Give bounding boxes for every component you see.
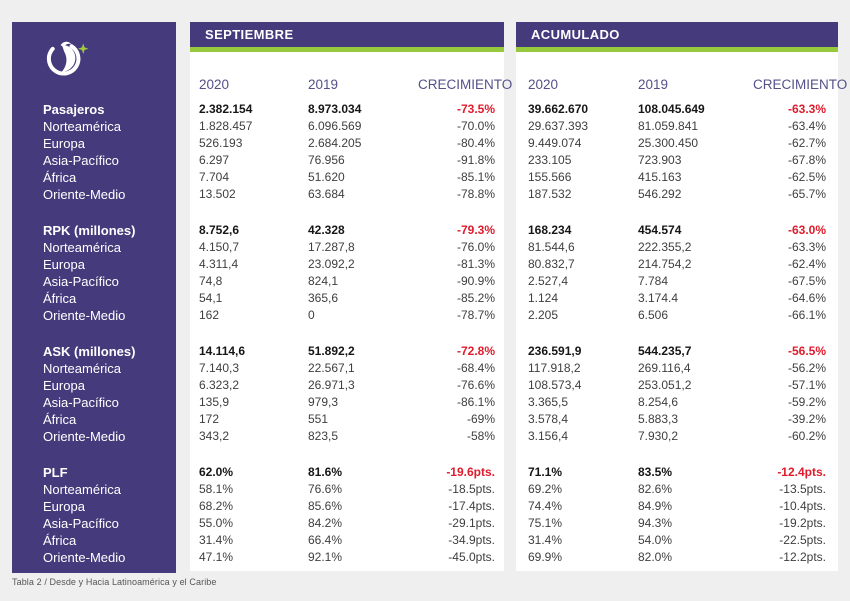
cell-2020: 343,2 <box>199 429 230 443</box>
table-row <box>190 186 504 203</box>
data-section <box>516 343 838 445</box>
total-row <box>516 222 838 239</box>
table-row <box>516 428 838 445</box>
table-row <box>190 515 504 532</box>
cell-2020: 81.544,6 <box>528 240 575 254</box>
cell-2019: 51.892,2 <box>308 344 355 358</box>
cell-crecimiento: -85.2% <box>456 291 495 305</box>
cell-crecimiento: -69% <box>466 412 495 426</box>
region-label: Norteamérica <box>43 240 122 255</box>
table-row <box>516 152 838 169</box>
cell-2020: 75.1% <box>528 516 563 530</box>
cell-2019: 546.292 <box>638 187 682 201</box>
region-label: Asia-Pacífico <box>43 395 119 410</box>
cell-crecimiento: -60.2% <box>787 429 826 443</box>
cell-2020: 1.124 <box>528 291 559 305</box>
cell-2020: 31.4% <box>528 533 563 547</box>
cell-crecimiento: -91.8% <box>456 153 495 167</box>
region-label: Norteamérica <box>43 361 122 376</box>
cell-2020: 3.578,4 <box>528 412 569 426</box>
cell-crecimiento: -70.0% <box>456 119 495 133</box>
section-label: RPK (millones) <box>43 223 136 238</box>
cell-2019: 84.2% <box>308 516 343 530</box>
cell-crecimiento: -63.0% <box>787 223 826 237</box>
cell-2020: 4.150,7 <box>199 240 240 254</box>
cell-2020: 62.0% <box>199 465 234 479</box>
cell-2020: 155.566 <box>528 170 572 184</box>
cell-2019: 454.574 <box>638 223 682 237</box>
cell-2019: 81.6% <box>308 465 343 479</box>
cell-2019: 83.5% <box>638 465 673 479</box>
region-label: Norteamérica <box>43 119 122 134</box>
table-row <box>190 169 504 186</box>
region-label: Asia-Pacífico <box>43 274 119 289</box>
cell-2019: 979,3 <box>308 395 339 409</box>
cell-crecimiento: -78.7% <box>456 308 495 322</box>
cell-crecimiento: -67.5% <box>787 274 826 288</box>
table-row <box>190 377 504 394</box>
cell-2019: 214.754,2 <box>638 257 692 271</box>
cell-2019: 823,5 <box>308 429 339 443</box>
cell-crecimiento: -80.4% <box>456 136 495 150</box>
total-row <box>190 101 504 118</box>
cell-crecimiento: -10.4pts. <box>779 499 826 513</box>
region-label: Asia-Pacífico <box>43 516 119 531</box>
cell-crecimiento: -22.5pts. <box>779 533 826 547</box>
cell-2019: 7.784 <box>638 274 669 288</box>
table-row <box>190 239 504 256</box>
cell-2020: 80.832,7 <box>528 257 575 271</box>
table-row <box>190 273 504 290</box>
table-row <box>516 290 838 307</box>
table-row <box>516 256 838 273</box>
cell-crecimiento: -79.3% <box>456 223 495 237</box>
table-row <box>190 360 504 377</box>
column-header-crecimiento: CRECIMIENTO <box>418 77 513 92</box>
cell-crecimiento: -39.2% <box>787 412 826 426</box>
cell-2019: 54.0% <box>638 533 673 547</box>
cell-crecimiento: -29.1pts. <box>448 516 495 530</box>
cell-2020: 3.156,4 <box>528 429 569 443</box>
region-label: Europa <box>43 136 85 151</box>
cell-2019: 551 <box>308 412 329 426</box>
column-header-2020: 2020 <box>199 77 230 92</box>
cell-crecimiento: -59.2% <box>787 395 826 409</box>
cell-2020: 2.205 <box>528 308 559 322</box>
table-caption: Tabla 2 / Desde y Hacia Latinoamérica y el Caribe <box>12 577 217 587</box>
table-row <box>516 307 838 324</box>
data-section <box>516 222 838 324</box>
cell-crecimiento: -81.3% <box>456 257 495 271</box>
cell-2020: 108.573,4 <box>528 378 582 392</box>
cell-2019: 253.051,2 <box>638 378 692 392</box>
cell-2019: 66.4% <box>308 533 343 547</box>
cell-2020: 117.918,2 <box>528 361 581 375</box>
sidebar-row-labels <box>12 101 176 566</box>
region-label: África <box>43 291 77 306</box>
cell-crecimiento: -62.4% <box>787 257 826 271</box>
cell-2020: 187.532 <box>528 187 572 201</box>
cell-2020: 69.9% <box>528 550 563 564</box>
sidebar-section <box>43 343 176 445</box>
cell-crecimiento: -13.5pts. <box>779 482 826 496</box>
cell-2019: 76.6% <box>308 482 343 496</box>
cell-2019: 42.328 <box>308 223 345 237</box>
cell-crecimiento: -76.0% <box>456 240 495 254</box>
region-label: Oriente-Medio <box>43 308 126 323</box>
region-label: África <box>43 533 77 548</box>
table-row <box>190 532 504 549</box>
region-label: África <box>43 412 77 427</box>
table-row <box>190 498 504 515</box>
table-row <box>190 307 504 324</box>
cell-crecimiento: -63.3% <box>787 240 826 254</box>
column-headers <box>190 77 513 92</box>
region-label: Norteamérica <box>43 482 122 497</box>
cell-2019: 8.973.034 <box>308 102 362 116</box>
cell-2019: 544.235,7 <box>638 344 692 358</box>
cell-2020: 54,1 <box>199 291 223 305</box>
cell-2019: 3.174.4 <box>638 291 679 305</box>
panel-septiembre <box>190 22 513 571</box>
cell-2019: 84.9% <box>638 499 673 513</box>
panel-title: SEPTIEMBRE <box>205 27 294 42</box>
cell-crecimiento: -62.7% <box>787 136 826 150</box>
cell-2020: 168.234 <box>528 223 572 237</box>
sidebar <box>12 22 176 573</box>
cell-2020: 8.752,6 <box>199 223 240 237</box>
total-row <box>190 464 504 481</box>
cell-2020: 172 <box>199 412 220 426</box>
region-label: África <box>43 170 77 185</box>
cell-crecimiento: -19.2pts. <box>779 516 826 530</box>
sidebar-section <box>43 464 176 566</box>
panel-acumulado-header <box>516 22 838 47</box>
cell-2019: 94.3% <box>638 516 673 530</box>
region-label: Europa <box>43 499 85 514</box>
data-section <box>190 343 504 445</box>
table-row <box>516 135 838 152</box>
cell-crecimiento: -76.6% <box>456 378 495 392</box>
cell-crecimiento: -65.7% <box>787 187 826 201</box>
cell-crecimiento: -67.8% <box>787 153 826 167</box>
table-row <box>516 549 838 566</box>
cell-2019: 6.096.569 <box>308 119 362 133</box>
cell-2020: 58.1% <box>199 482 234 496</box>
cell-crecimiento: -86.1% <box>456 395 495 409</box>
table-row <box>516 118 838 135</box>
cell-crecimiento: -12.4pts. <box>777 465 826 479</box>
cell-2020: 135,9 <box>199 395 230 409</box>
cell-2020: 68.2% <box>199 499 234 513</box>
cell-crecimiento: -68.4% <box>456 361 495 375</box>
cell-2020: 2.382.154 <box>199 102 253 116</box>
total-row <box>516 464 838 481</box>
cell-2020: 9.449.074 <box>528 136 582 150</box>
panel-title: ACUMULADO <box>531 27 620 42</box>
cell-2019: 824,1 <box>308 274 339 288</box>
cell-2019: 82.0% <box>638 550 673 564</box>
column-header-2019: 2019 <box>638 77 669 92</box>
data-section <box>516 464 838 566</box>
cell-2019: 82.6% <box>638 482 673 496</box>
septiembre-data <box>190 101 504 566</box>
cell-crecimiento: -63.4% <box>787 119 826 133</box>
region-label: Europa <box>43 378 85 393</box>
table-row <box>516 186 838 203</box>
table-row <box>190 481 504 498</box>
table-row <box>516 532 838 549</box>
cell-2020: 55.0% <box>199 516 234 530</box>
cell-crecimiento: -64.6% <box>787 291 826 305</box>
cell-2019: 85.6% <box>308 499 343 513</box>
column-header-2019: 2019 <box>308 77 339 92</box>
cell-2020: 47.1% <box>199 550 234 564</box>
cell-crecimiento: -18.5pts. <box>448 482 495 496</box>
cell-2019: 26.971,3 <box>308 378 355 392</box>
cell-2019: 365,6 <box>308 291 339 305</box>
cell-2019: 2.684.205 <box>308 136 362 150</box>
table-row <box>516 360 838 377</box>
region-label: Oriente-Medio <box>43 550 126 565</box>
green-accent-bar <box>190 47 504 52</box>
table-row <box>516 481 838 498</box>
total-row <box>190 343 504 360</box>
cell-2019: 222.355,2 <box>638 240 692 254</box>
table-row <box>516 169 838 186</box>
cell-2019: 51.620 <box>308 170 345 184</box>
cell-crecimiento: -73.5% <box>456 102 495 116</box>
cell-2020: 13.502 <box>199 187 236 201</box>
cell-2019: 5.883,3 <box>638 412 679 426</box>
cell-2019: 92.1% <box>308 550 343 564</box>
cell-crecimiento: -66.1% <box>787 308 826 322</box>
cell-2020: 29.637.393 <box>528 119 589 133</box>
data-section <box>516 101 838 203</box>
cell-2019: 81.059.841 <box>638 119 699 133</box>
cell-2020: 31.4% <box>199 533 234 547</box>
section-label: PLF <box>43 465 68 480</box>
cell-2020: 39.662.670 <box>528 102 589 116</box>
cell-2020: 7.140,3 <box>199 361 240 375</box>
cell-crecimiento: -17.4pts. <box>448 499 495 513</box>
cell-crecimiento: -58% <box>466 429 495 443</box>
region-label: Europa <box>43 257 85 272</box>
cell-2020: 1.828.457 <box>199 119 253 133</box>
panel-acumulado <box>516 22 848 571</box>
cell-2019: 17.287,8 <box>308 240 355 254</box>
table-row <box>190 428 504 445</box>
cell-2020: 3.365,5 <box>528 395 569 409</box>
cell-2019: 63.684 <box>308 187 345 201</box>
cell-2020: 7.704 <box>199 170 230 184</box>
cell-2019: 23.092,2 <box>308 257 355 271</box>
table-row <box>516 239 838 256</box>
cell-crecimiento: -72.8% <box>456 344 495 358</box>
cell-crecimiento: -57.1% <box>787 378 826 392</box>
column-header-crecimiento: CRECIMIENTO <box>753 77 848 92</box>
green-accent-bar <box>516 47 838 52</box>
total-row <box>190 222 504 239</box>
cell-crecimiento: -34.9pts. <box>448 533 495 547</box>
table-row <box>190 135 504 152</box>
table-row <box>516 377 838 394</box>
alta-bird-logo-icon <box>42 37 94 77</box>
cell-2019: 8.254,6 <box>638 395 679 409</box>
column-headers <box>516 77 848 92</box>
data-section <box>190 222 504 324</box>
column-header-2020: 2020 <box>528 77 559 92</box>
cell-2020: 71.1% <box>528 465 563 479</box>
cell-crecimiento: -90.9% <box>456 274 495 288</box>
cell-2020: 74,8 <box>199 274 223 288</box>
table-row <box>516 498 838 515</box>
cell-2019: 25.300.450 <box>638 136 699 150</box>
data-section <box>190 464 504 566</box>
region-label: Oriente-Medio <box>43 429 126 444</box>
cell-2020: 526.193 <box>199 136 243 150</box>
cell-2019: 6.506 <box>638 308 669 322</box>
cell-crecimiento: -62.5% <box>787 170 826 184</box>
data-section <box>190 101 504 203</box>
table-row <box>190 411 504 428</box>
sidebar-section <box>43 101 176 203</box>
table-row <box>190 118 504 135</box>
cell-2020: 6.323,2 <box>199 378 240 392</box>
table-row <box>190 290 504 307</box>
acumulado-data <box>516 101 838 566</box>
section-label: ASK (millones) <box>43 344 136 359</box>
cell-2020: 14.114,6 <box>199 344 246 358</box>
cell-2020: 4.311,4 <box>199 257 239 271</box>
cell-crecimiento: -56.5% <box>787 344 826 358</box>
cell-2019: 269.116,4 <box>638 361 691 375</box>
cell-crecimiento: -85.1% <box>456 170 495 184</box>
cell-2019: 76.956 <box>308 153 345 167</box>
cell-2020: 2.527,4 <box>528 274 569 288</box>
cell-crecimiento: -19.6pts. <box>446 465 495 479</box>
cell-crecimiento: -56.2% <box>787 361 826 375</box>
table-row <box>190 549 504 566</box>
table-row <box>516 515 838 532</box>
cell-2019: 723.903 <box>638 153 682 167</box>
cell-2019: 22.567,1 <box>308 361 355 375</box>
total-row <box>516 343 838 360</box>
table-row <box>516 394 838 411</box>
region-label: Oriente-Medio <box>43 187 126 202</box>
cell-crecimiento: -63.3% <box>787 102 826 116</box>
region-label: Asia-Pacífico <box>43 153 119 168</box>
table-row <box>190 394 504 411</box>
cell-2020: 74.4% <box>528 499 563 513</box>
section-label: Pasajeros <box>43 102 105 117</box>
cell-2020: 233.105 <box>528 153 572 167</box>
cell-2020: 6.297 <box>199 153 230 167</box>
cell-2019: 7.930,2 <box>638 429 679 443</box>
panel-septiembre-header <box>190 22 504 47</box>
sidebar-section <box>43 222 176 324</box>
cell-2020: 162 <box>199 308 220 322</box>
table-row <box>190 256 504 273</box>
cell-crecimiento: -12.2pts. <box>779 550 826 564</box>
cell-2020: 236.591,9 <box>528 344 582 358</box>
cell-2019: 108.045.649 <box>638 102 705 116</box>
total-row <box>516 101 838 118</box>
cell-2019: 415.163 <box>638 170 682 184</box>
table-row <box>190 152 504 169</box>
table-row <box>516 273 838 290</box>
cell-2020: 69.2% <box>528 482 563 496</box>
cell-2019: 0 <box>308 308 315 322</box>
cell-crecimiento: -78.8% <box>456 187 495 201</box>
table-row <box>516 411 838 428</box>
cell-crecimiento: -45.0pts. <box>448 550 495 564</box>
